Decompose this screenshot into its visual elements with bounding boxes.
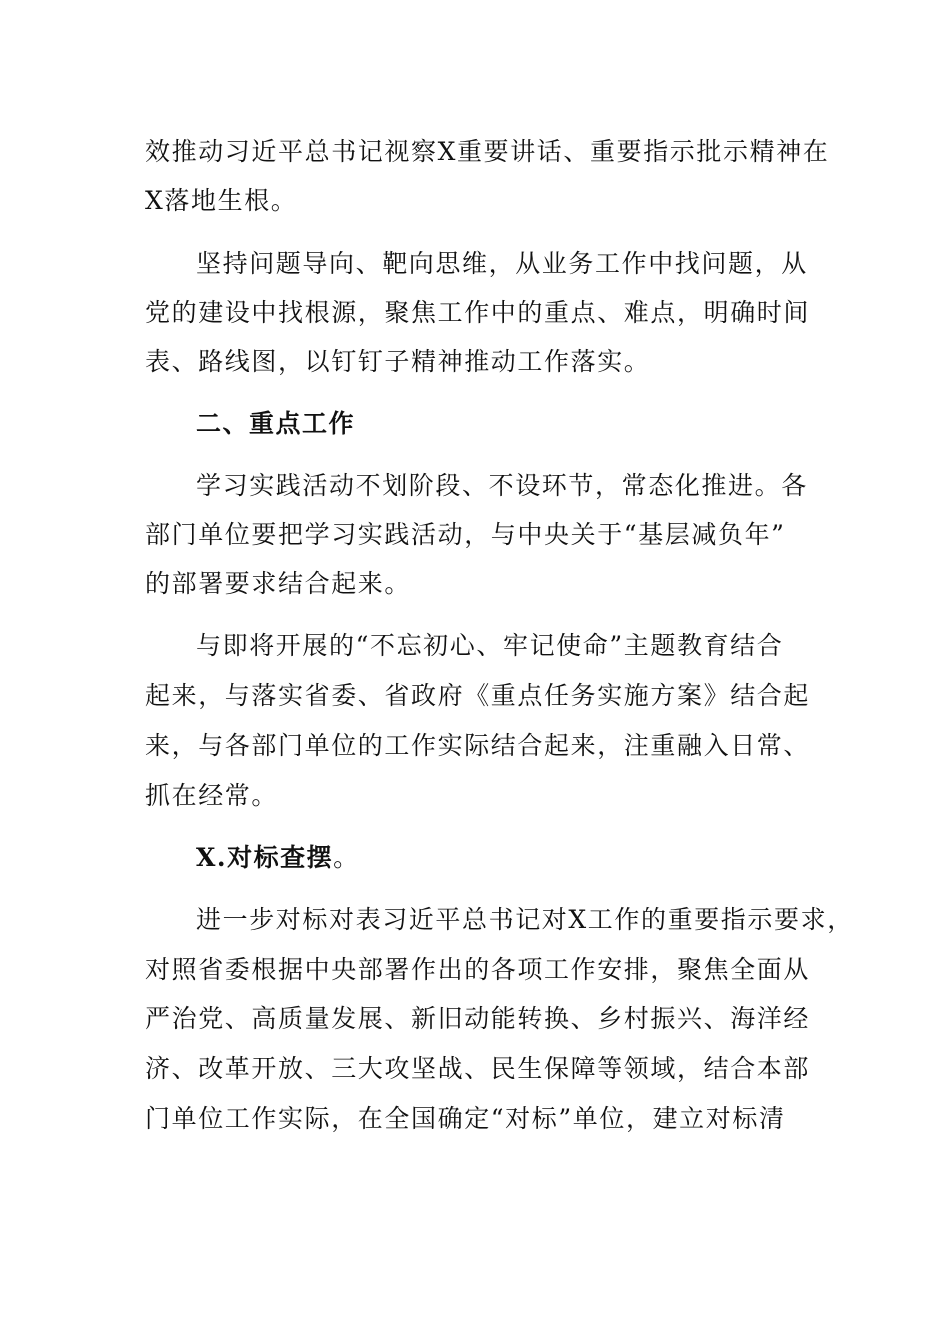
paragraph-2-line-2: 党的建设中找根源，聚焦工作中的重点、难点，明确时间 xyxy=(145,298,811,327)
paragraph-5-line-4: 济、改革开放、三大攻坚战、民生保障等领域，结合本部 xyxy=(145,1054,811,1083)
paragraph-3-line-1: 学习实践活动不划阶段、不设环节，常态化推进。各 xyxy=(196,471,808,500)
paragraph-4-line-1: 与即将开展的“不忘初心、牢记使命”主题教育结合 xyxy=(196,631,784,660)
paragraph-2-line-3: 表、路线图，以钉钉子精神推动工作落实。 xyxy=(145,347,651,376)
paragraph-1-line-2: X落地生根。 xyxy=(145,186,298,215)
paragraph-5-line-5: 门单位工作实际，在全国确定“对标”单位，建立对标清 xyxy=(145,1104,786,1133)
subheading xyxy=(196,843,360,873)
paragraph-5-line-2: 对照省委根据中央部署作出的各项工作安排，聚焦全面从 xyxy=(145,955,811,984)
subheading-title: 对标查摆 xyxy=(227,843,334,872)
paragraph-5-line-1: 进一步对标对表习近平总书记对X工作的重要指示要求， xyxy=(196,905,854,934)
subheading-number: X. xyxy=(196,843,228,872)
paragraph-2-line-1: 坚持问题导向、靶向思维，从业务工作中找问题，从 xyxy=(196,249,808,278)
paragraph-4-line-3: 来，与各部门单位的工作实际结合起来，注重融入日常、 xyxy=(145,731,811,760)
paragraph-4-line-4: 抓在经常。 xyxy=(145,781,279,810)
paragraph-4-line-2: 起来，与落实省委、省政府《重点任务实施方案》结合起 xyxy=(145,681,811,710)
paragraph-3-line-3: 的部署要求结合起来。 xyxy=(145,569,412,598)
paragraph-3-line-2: 部门单位要把学习实践活动，与中央关于“基层减负年” xyxy=(145,520,786,549)
section-heading: 二、重点工作 xyxy=(196,409,356,438)
subheading-suffix: 。 xyxy=(333,843,360,872)
paragraph-5-line-3: 严治党、高质量发展、新旧动能转换、乡村振兴、海洋经 xyxy=(145,1004,811,1033)
paragraph-1-line-1: 效推动习近平总书记视察X重要讲话、重要指示批示精神在 xyxy=(145,137,830,166)
